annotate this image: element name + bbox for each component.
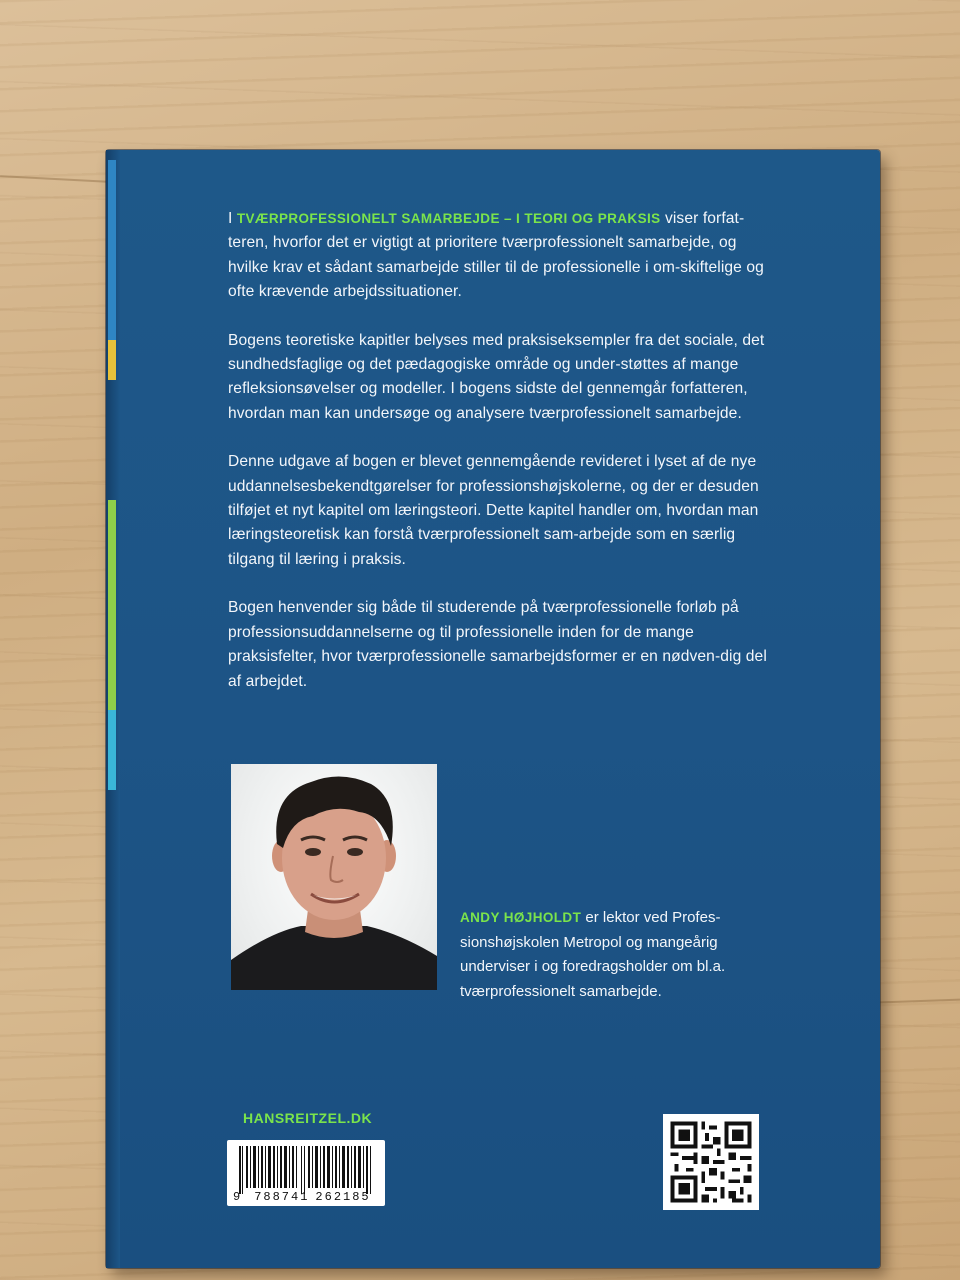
spine-color-strip [108,500,116,710]
author-name: ANDY HØJHOLDT [460,910,582,925]
spine-color-strip [108,340,116,380]
author-bio [460,906,760,1004]
blurb-text [228,207,768,718]
publisher-url: HANSREITZEL.DK [243,1110,373,1126]
book-spine-edge [106,150,120,1268]
isbn-barcode [227,1140,385,1206]
floor-seam-top [0,175,110,183]
blurb-paragraph-3: Denne udgave af bogen er blevet gennemgående revideret i lyset af de nye uddannelsesbekendtgørelser for professionshøjskolerne, og der er desuden tilføjet et nyt kapitel om læringsteori. Dette kapitel handler om, hvordan man læringsteoretisk kan forstå tværprofessionelt sam-arbejde som en særlig tilgang til læring i praksis. [228,453,759,568]
blurb-paragraph-4: Bogen henvender sig både til studerende på tværprofessionelle forløb på professionsuddannelserne og til professionelle inden for de mange praksisfelter, hvor tværprofessionelle samarbejdsformer er en nødven-dig del af arbejdet. [228,599,767,690]
author-photo [231,764,437,990]
blurb-paragraph-1: I TVÆRPROFESSIONELT SAMARBEJDE – I TEORI OG PRAKSIS viser forfat-teren, hvorfor det er vigtigt at prioritere tværprofessionelt samarbejde, og hvilke krav et sådant samarbejde stiller til de professionelle i om-skiftelige og ofte krævende arbejdssituationer. [228,210,764,301]
blurb-paragraph-2: Bogens teoretiske kapitler belyses med praksiseksempler fra det sociale, det sundhedsfaglige og det pædagogiske område og under-støttes af mange refleksionsøvelser og modeller. I bogens sidste del gennemgår forfatteren, hvordan man kan undersøge og analysere tværprofessionelt samarbejde. [228,331,765,422]
book-title-highlight: TVÆRPROFESSIONELT SAMARBEJDE – I TEORI OG PRAKSIS [236,211,661,226]
isbn-digits: 9 788741 262185 [233,1190,371,1204]
book-back-cover [106,150,880,1268]
author-bio-text: er lektor ved Profes-sionshøjskolen Metropol og mangeårig underviser i og foredragsholder om bl.a. tværprofessionelt samarbejde. [460,909,726,1000]
qr-code [663,1114,759,1210]
spine-color-strip [108,160,116,340]
floor-seam-bottom [880,999,960,1004]
spine-color-strip [108,710,116,790]
